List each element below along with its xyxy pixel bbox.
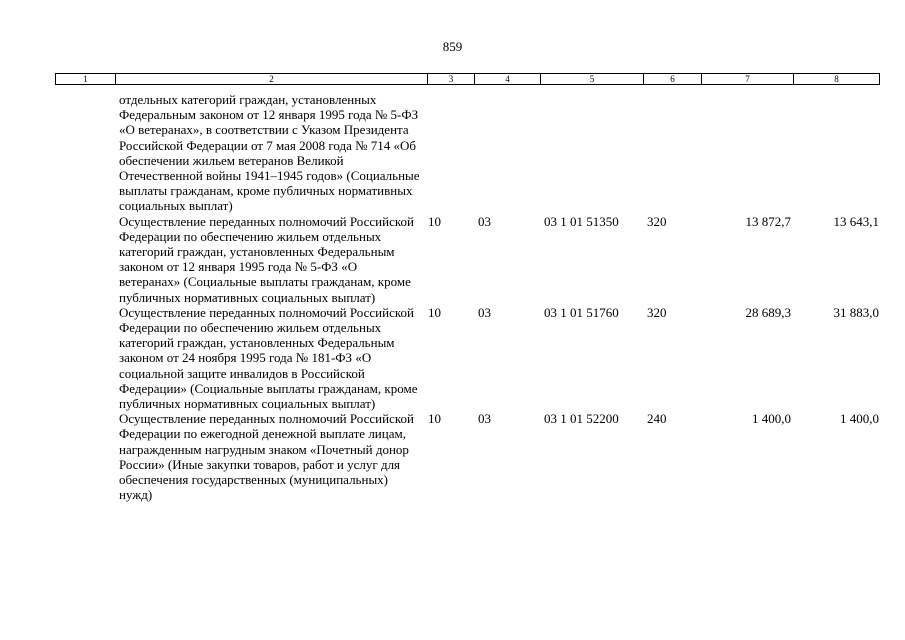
row-expense-type: 320 <box>647 213 667 229</box>
row-target-code: 03 1 01 52200 <box>544 411 619 427</box>
row-amount-1 <box>699 92 791 214</box>
row-section: 10 <box>428 304 441 320</box>
table-row <box>55 92 879 214</box>
row-amount-2 <box>791 92 879 214</box>
row-expense-type: 240 <box>647 411 667 427</box>
table-row <box>55 411 879 502</box>
column-header-2: 2 <box>116 74 428 85</box>
row-amount-2: 13 643,1 <box>833 213 879 229</box>
row-description: отдельных категорий граждан, установленных Федеральным законом от 12 января 1995 года № 5-ФЗ «О ветеранах», в соответствии с Указом Президента Российской Федерации от 7 мая 2008 года № 714 «Об обеспечении жильем ветеранов Великой Отечественной войны 1941–1945 годов» (Социальные выплаты гражданам, кроме публичных нормативных социальных выплат) <box>119 92 420 214</box>
row-amount-1: 13 872,7 <box>745 213 791 229</box>
row-section: 10 <box>428 213 441 229</box>
column-header-8: 8 <box>794 74 880 85</box>
page-number: 859 <box>442 39 463 54</box>
column-header-1: 1 <box>56 74 116 85</box>
row-target-code <box>538 92 641 214</box>
row-subsection: 03 <box>478 411 491 427</box>
column-header-5: 5 <box>541 74 644 85</box>
column-header-7: 7 <box>702 74 794 85</box>
column-header-3: 3 <box>428 74 475 85</box>
row-amount-1: 1 400,0 <box>752 411 791 427</box>
budget-table <box>55 92 879 502</box>
column-header-4: 4 <box>475 74 541 85</box>
row-expense-type <box>641 92 699 214</box>
row-subsection: 03 <box>478 304 491 320</box>
row-subsection: 03 <box>478 213 491 229</box>
row-amount-1: 28 689,3 <box>745 304 791 320</box>
row-section: 10 <box>428 411 441 427</box>
row-description: Осуществление переданных полномочий Российской Федерации по ежегодной денежной выплате лицам, награжденным нагрудным знаком «Почетный донор России» (Иные закупки товаров, работ и услуг для обеспечения государственных (муниципальных) нужд) <box>119 411 414 503</box>
row-subsection <box>472 92 538 214</box>
table-row <box>55 305 879 411</box>
column-header-6: 6 <box>644 74 702 85</box>
row-description: Осуществление переданных полномочий Российской Федерации по обеспечению жильем отдельных категорий граждан, установленных Федеральным законом от 24 ноября 1995 года № 181-ФЗ «О социальной защите инвалидов в Российской Федерации» (Социальные выплаты гражданам, кроме публичных нормативных социальных выплат) <box>119 304 418 412</box>
column-header-row <box>56 74 880 85</box>
row-amount-2: 1 400,0 <box>840 411 879 427</box>
row-target-code: 03 1 01 51350 <box>544 213 619 229</box>
row-amount-2: 31 883,0 <box>833 304 879 320</box>
row-target-code: 03 1 01 51760 <box>544 304 619 320</box>
column-header-table <box>55 73 880 85</box>
table-row <box>55 214 879 305</box>
row-description: Осуществление переданных полномочий Российской Федерации по обеспечению жильем отдельных категорий граждан, установленных Федеральным законом от 12 января 1995 года № 5-ФЗ «О ветеранах» (Социальные выплаты гражданам, кроме публичных нормативных социальных выплат) <box>119 213 414 305</box>
row-section <box>422 92 472 214</box>
row-expense-type: 320 <box>647 304 667 320</box>
